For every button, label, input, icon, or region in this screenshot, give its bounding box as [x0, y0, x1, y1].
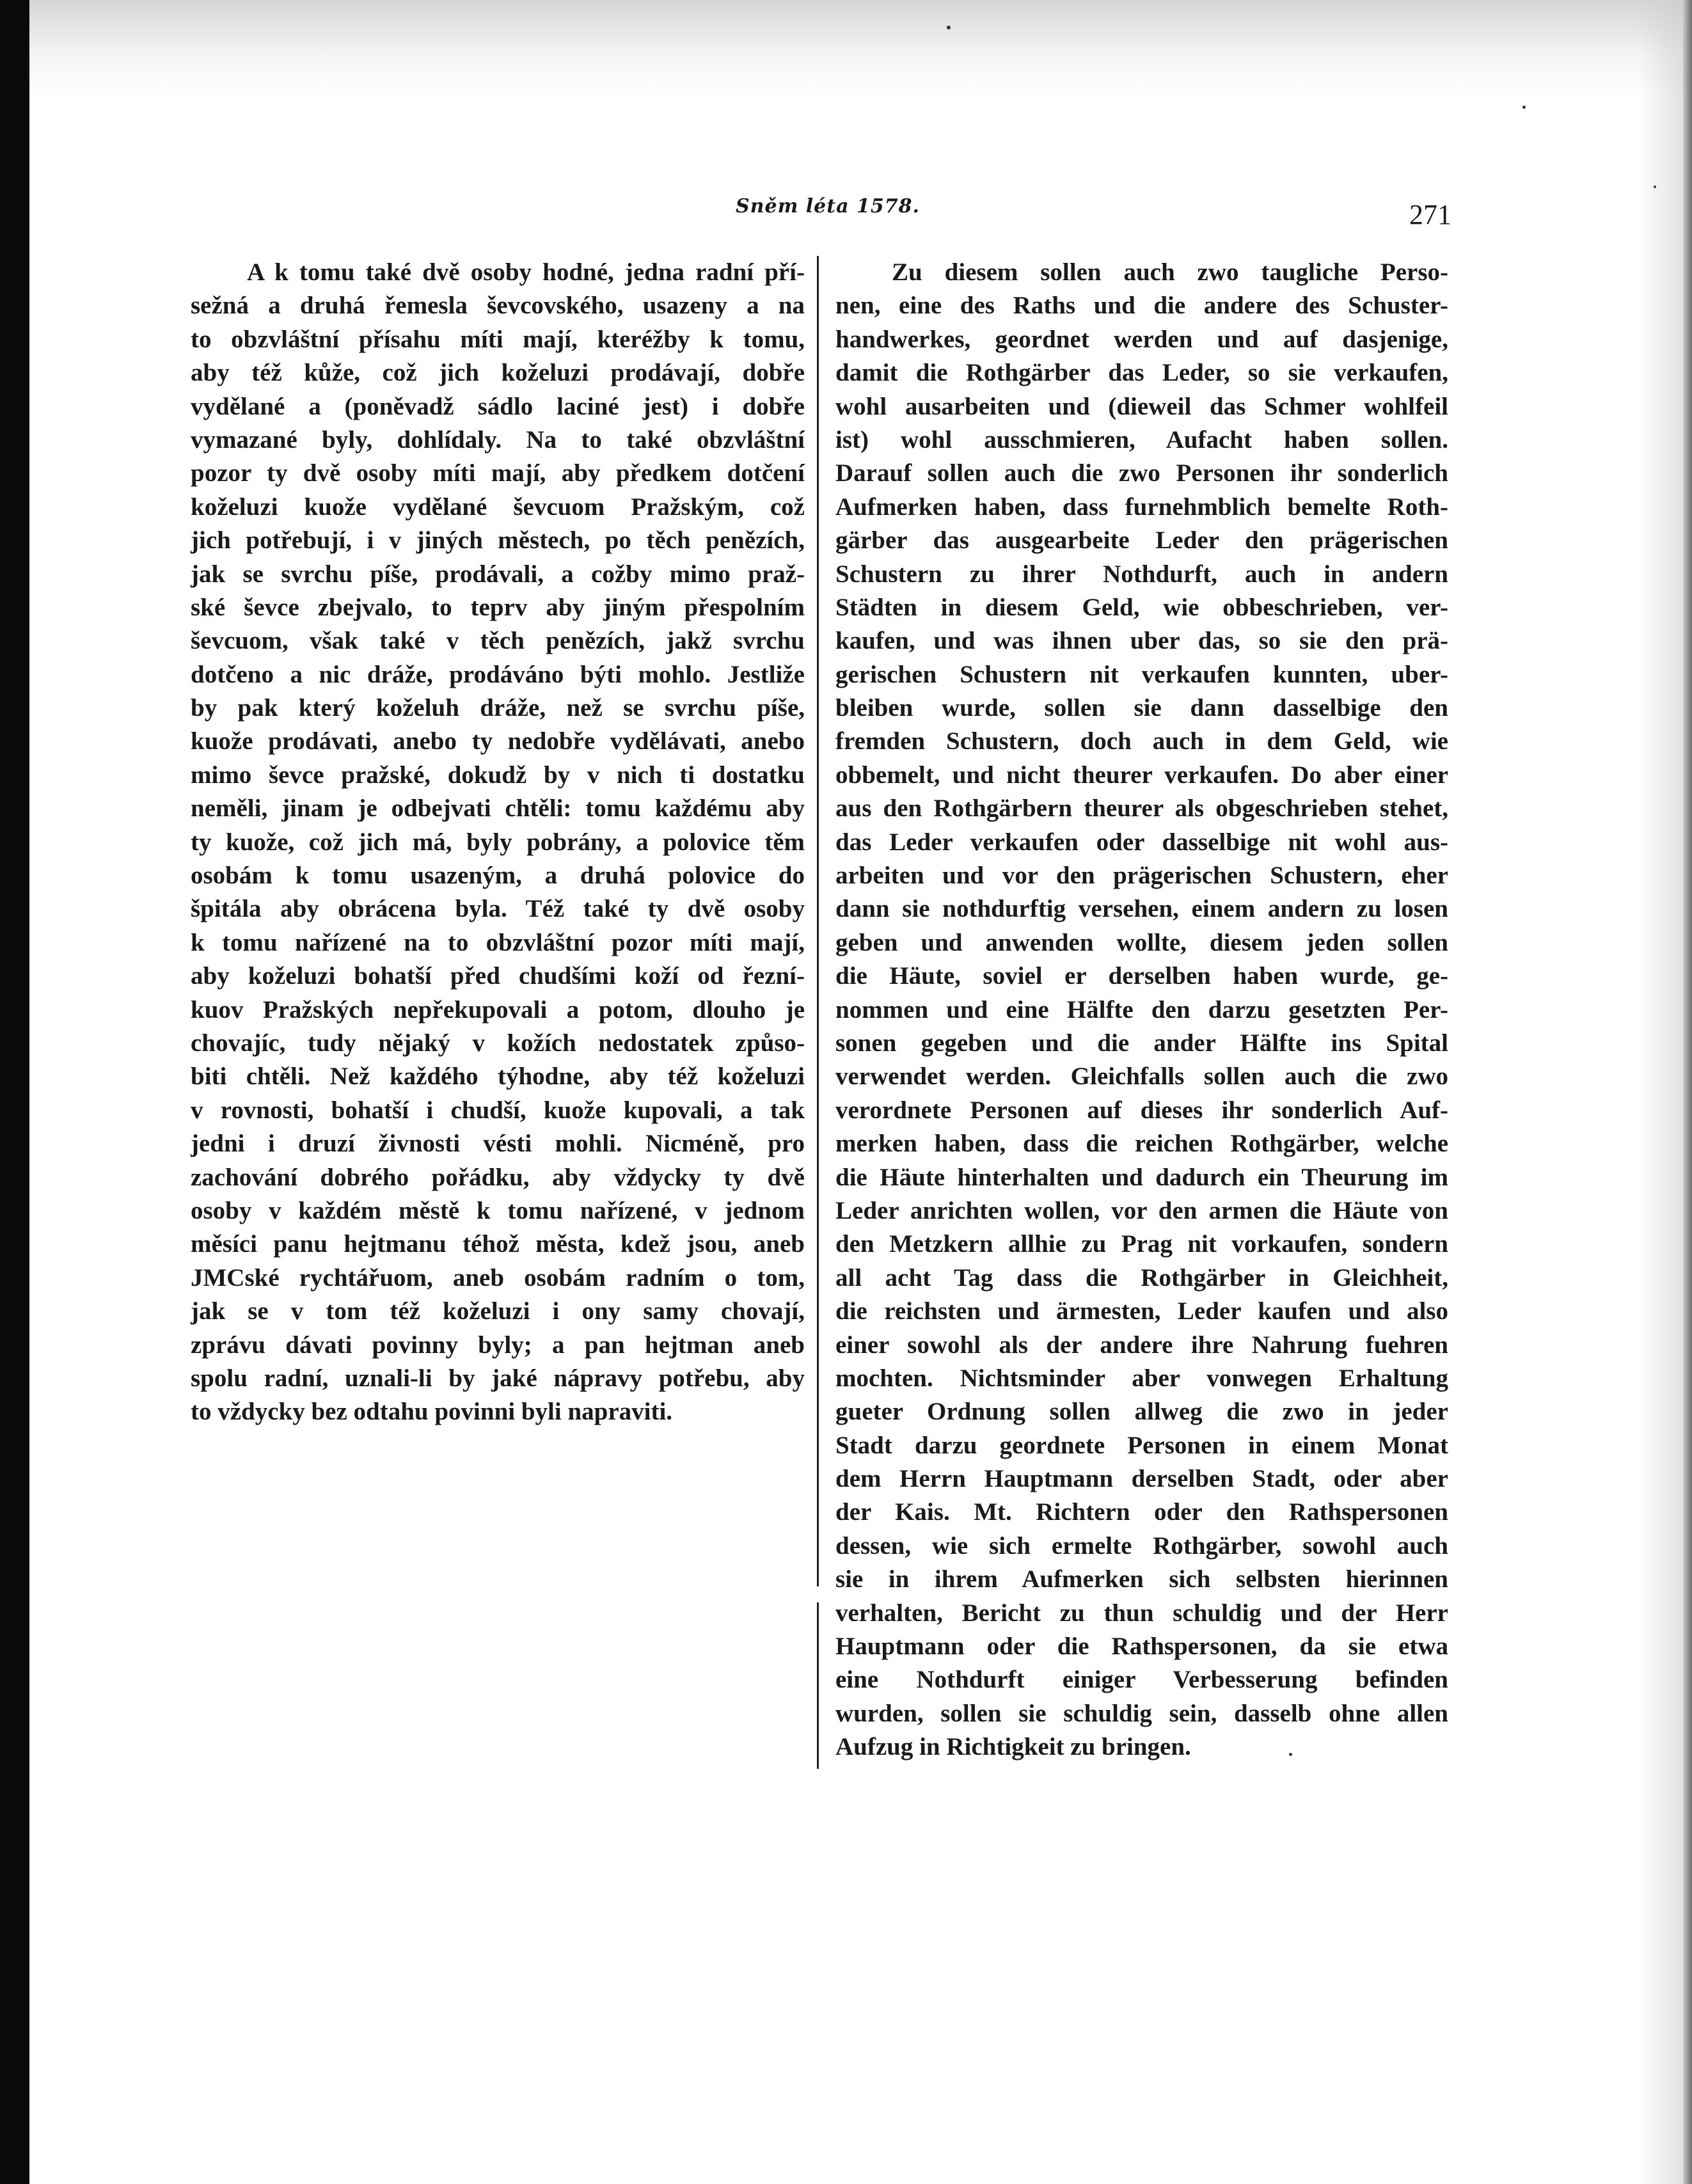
text-line: handwerkes, geordnet werden und auf dasjenige, [835, 325, 1448, 353]
text-line: obbemelt, und nicht theurer verkaufen. Do aber einer [835, 761, 1448, 789]
text-line: sežná a druhá řemesla ševcovského, usazeny a na [191, 292, 805, 320]
text-line: geben und anwenden wollte, diesem jeden sollen [835, 928, 1448, 956]
text-line: fremden Schustern, doch auch in dem Geld, wie [835, 727, 1448, 756]
scan-border-left [0, 0, 29, 2184]
text-line: dessen, wie sich ermelte Rothgärber, sowohl auch [835, 1531, 1448, 1560]
text-line: verwendet werden. Gleichfalls sollen auch die zwo [835, 1063, 1448, 1091]
scan-border-right [1683, 0, 1692, 2184]
text-line: nommen und eine Hälfte den darzu gesetzten Per- [835, 995, 1448, 1024]
text-line: ty kuože, což jich má, byly pobrány, a polovice těm [191, 828, 805, 856]
text-line: aby koželuzi bohatší před chudšími koží od řezní- [191, 962, 805, 990]
text-line: to vždycky bez odtahu povinni byli napraviti. [191, 1398, 673, 1426]
text-line: aby též kůže, což jich koželuzi prodávají, dobře [191, 359, 805, 387]
text-line: die Häute hinterhalten und dadurch ein Theurung im [835, 1163, 1448, 1191]
scan-shadow-top [29, 0, 1683, 96]
scan-speck [1654, 186, 1656, 188]
text-line: wurden, sollen sie schuldig sein, dasselb ohne allen [835, 1699, 1448, 1727]
text-line: die Häute, soviel er derselben haben wurde, ge- [835, 962, 1448, 990]
scan-speck [947, 26, 951, 29]
text-line: A k tomu také dvě osoby hodné, jedna radní pří- [247, 258, 805, 286]
text-line: mimo ševce pražské, dokudž by v nich ti dostatku [191, 761, 805, 789]
text-line: mochten. Nichtsminder aber vonwegen Erhaltung [835, 1364, 1448, 1392]
text-line: sie in ihrem Aufmerken sich selbsten hierinnen [835, 1565, 1448, 1594]
scan-shadow-right [1638, 0, 1683, 2184]
text-line: by pak který koželuh dráže, než se svrchu píše, [191, 694, 805, 722]
text-line: gerischen Schustern nit verkaufen kunnten, uber- [835, 660, 1448, 688]
text-line: měsíci panu hejtmanu téhož města, kdež jsou, aneb [191, 1230, 805, 1258]
text-line: dann sie nothdurftig versehen, einem andern zu losen [835, 895, 1448, 923]
text-line: jak se svrchu píše, prodávali, a cožby mimo praž- [191, 560, 805, 588]
text-line: v rovnosti, bohatší i chudší, kuože kupovali, a tak [191, 1096, 805, 1124]
text-line: merken haben, dass die reichen Rothgärber, welche [835, 1130, 1448, 1158]
column-rule [817, 256, 819, 1587]
text-line: koželuzi kuože vydělané ševcuom Pražským, což [191, 493, 805, 521]
text-line: chovajíc, tudy nějaký v kožích nedostatek způso- [191, 1029, 805, 1057]
text-line: kuože prodávati, anebo ty nedobře vydělávati, anebo [191, 727, 805, 756]
text-line: zprávu dávati povinny byly; a pan hejtman aneb [191, 1331, 805, 1359]
text-line: jedni i druzí živnosti vésti mohli. Nicméně, pro [191, 1130, 805, 1158]
text-line: Stadt darzu geordnete Personen in einem Monat [835, 1431, 1448, 1459]
text-line: jak se v tom též koželuzi i ony samy chovají, [191, 1297, 805, 1325]
text-line: Darauf sollen auch die zwo Personen ihr sonderlich [835, 459, 1448, 487]
text-line: Zu diesem sollen auch zwo taugliche Perso- [892, 258, 1448, 286]
text-line: ist) wohl ausschmieren, Aufacht haben sollen. [835, 425, 1448, 454]
text-line: Hauptmann oder die Rathspersonen, da sie etwa [835, 1633, 1448, 1661]
scan-speck [1289, 1753, 1292, 1756]
text-line: die reichsten und ärmesten, Leder kaufen und also [835, 1297, 1448, 1325]
running-title: Sněm léta 1578. [736, 195, 920, 218]
column-rule-lower [817, 1602, 819, 1769]
text-line: Leder anrichten wollen, vor den armen die Häute von [835, 1196, 1448, 1224]
text-line: osobám k tomu usazeným, a druhá polovice do [191, 862, 805, 890]
text-line: neměli, jinam je odbejvati chtěli: tomu každému aby [191, 795, 805, 823]
text-line: dem Herrn Hauptmann derselben Stadt, oder aber [835, 1465, 1448, 1493]
scan-speck [1522, 106, 1526, 109]
text-line: Städten in diesem Geld, wie obbeschrieben, ver- [835, 593, 1448, 621]
text-line: gärber das ausgearbeite Leder den prägerischen [835, 526, 1448, 555]
text-line: jich potřebují, i v jiných městech, po těch penězích, [191, 526, 805, 555]
text-line: Aufmerken haben, dass furnehmblich bemelte Roth- [835, 493, 1448, 521]
text-line: ševcuom, však také v těch penězích, jakž svrchu [191, 627, 805, 655]
text-line: damit die Rothgärber das Leder, so sie verkaufen, [835, 359, 1448, 387]
text-line: vymazané byly, dohlídaly. Na to také obzvláštní [191, 425, 805, 454]
text-line: sonen gegeben und die ander Hälfte ins Spital [835, 1029, 1448, 1057]
text-line: Aufzug in Richtigkeit zu bringen. [835, 1733, 1191, 1761]
text-line: eine Nothdurft einiger Verbesserung befinden [835, 1666, 1448, 1694]
text-line: gueter Ordnung sollen allweg die zwo in jeder [835, 1398, 1448, 1426]
text-line: dotčeno a nic dráže, prodáváno býti mohlo. Jestliže [191, 660, 805, 688]
text-line: špitála aby obrácena byla. Též také ty dvě osoby [191, 895, 805, 923]
text-line: kuov Pražských nepřekupovali a potom, dlouho je [191, 995, 805, 1024]
text-line: osoby v každém městě k tomu nařízené, v jednom [191, 1196, 805, 1224]
text-line: k tomu nařízené na to obzvláštní pozor míti mají, [191, 928, 805, 956]
german-text-column [835, 256, 1448, 1764]
text-line: to obzvláštní přísahu míti mají, kteréžby k tomu, [191, 325, 805, 353]
text-line: verordnete Personen auf dieses ihr sonderlich Auf- [835, 1096, 1448, 1124]
text-line: bleiben wurde, sollen sie dann dasselbige den [835, 694, 1448, 722]
text-line: vydělané a (poněvadž sádlo laciné jest) i dobře [191, 392, 805, 420]
text-line: den Metzkern allhie zu Prag nit vorkaufen, sondern [835, 1230, 1448, 1258]
text-line: das Leder verkaufen oder dasselbige nit wohl aus- [835, 828, 1448, 856]
text-line: aus den Rothgärbern theurer als obgeschrieben stehet, [835, 795, 1448, 823]
text-line: der Kais. Mt. Richtern oder den Rathspersonen [835, 1498, 1448, 1526]
text-line: JMCské rychtářuom, aneb osobám radním o tom, [191, 1263, 805, 1292]
text-line: kaufen, und was ihnen uber das, so sie den prä- [835, 627, 1448, 655]
czech-text-column [191, 256, 805, 1429]
text-line: pozor ty dvě osoby míti mají, aby předkem dotčení [191, 459, 805, 487]
text-line: arbeiten und vor den prägerischen Schustern, eher [835, 862, 1448, 890]
text-line: verhalten, Bericht zu thun schuldig und der Herr [835, 1599, 1448, 1627]
text-line: zachování dobrého pořádku, aby vždycky ty dvě [191, 1163, 805, 1191]
text-line: wohl ausarbeiten und (dieweil das Schmer wohlfeil [835, 392, 1448, 420]
text-line: spolu radní, uznali-li by jaké nápravy potřebu, aby [191, 1364, 805, 1392]
text-line: all acht Tag dass die Rothgärber in Gleichheit, [835, 1263, 1448, 1292]
text-line: ské ševce zbejvalo, to teprv aby jiným přespolním [191, 593, 805, 621]
page-number: 271 [1409, 199, 1451, 230]
text-line: Schustern zu ihrer Nothdurft, auch in andern [835, 560, 1448, 588]
text-line: einer sowohl als der andere ihre Nahrung fuehren [835, 1331, 1448, 1359]
text-line: nen, eine des Raths und die andere des Schuster- [835, 292, 1448, 320]
text-line: biti chtěli. Než každého týhodne, aby též koželuzi [191, 1063, 805, 1091]
